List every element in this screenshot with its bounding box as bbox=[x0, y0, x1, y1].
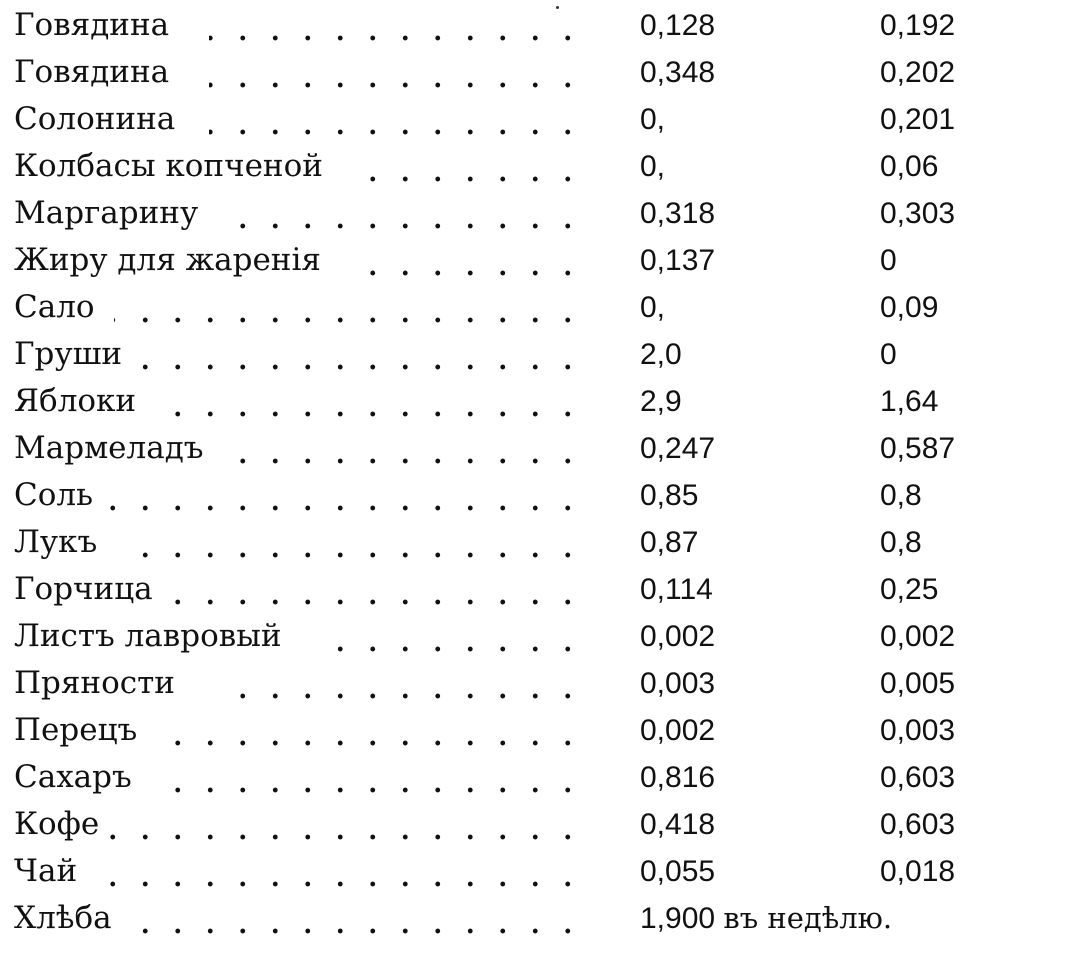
value-col-1: 0,418 bbox=[640, 808, 716, 841]
table-row bbox=[14, 754, 1084, 801]
value-col-2: 0,018 bbox=[880, 855, 956, 888]
item-name: Яблоки bbox=[14, 383, 137, 419]
table-row bbox=[14, 331, 1084, 378]
value-col-1: 0,128 bbox=[640, 9, 716, 42]
dot-leader bbox=[314, 613, 584, 660]
value-col-2: 0,192 bbox=[880, 9, 956, 42]
item-name: Листъ лавровый bbox=[14, 618, 282, 654]
item-name: Хлѣба bbox=[14, 900, 112, 936]
table-row bbox=[14, 143, 1084, 190]
item-name: Говядина bbox=[14, 54, 170, 90]
value-col-2: 0,202 bbox=[880, 56, 956, 89]
value-col-2: 1,64 bbox=[880, 385, 939, 418]
value-col-2: 0,06 bbox=[880, 150, 939, 183]
value-col-2: 0,587 bbox=[880, 432, 956, 465]
dot-leader bbox=[174, 566, 584, 613]
value-col-1: 0,055 bbox=[640, 855, 716, 888]
dot-leader bbox=[209, 49, 584, 96]
dot-leader bbox=[139, 895, 584, 942]
value-col-1: 0, bbox=[640, 103, 666, 136]
table-row bbox=[14, 284, 1084, 331]
value-col-1: 0,002 bbox=[640, 714, 716, 747]
dot-leader bbox=[149, 707, 584, 754]
value-col-1: 0, bbox=[640, 291, 666, 324]
table-row bbox=[14, 96, 1084, 143]
item-name: Кофе bbox=[14, 806, 100, 842]
item-name: Лукъ bbox=[14, 524, 98, 560]
item-name: Говядина bbox=[14, 7, 170, 43]
table-row bbox=[14, 801, 1084, 848]
table-row bbox=[14, 566, 1084, 613]
value-col-1: 0,87 bbox=[640, 526, 699, 559]
value-col-2: 0,8 bbox=[880, 526, 922, 559]
value-col-1: 0,003 bbox=[640, 667, 716, 700]
value-col-2: 0,25 bbox=[880, 573, 939, 606]
item-name: Горчица bbox=[14, 571, 153, 607]
table-row bbox=[14, 848, 1084, 895]
item-name: Перецъ bbox=[14, 712, 138, 748]
value-col-1: 0,002 bbox=[640, 620, 716, 653]
value-col-1: 0,137 bbox=[640, 244, 716, 277]
table-row bbox=[14, 660, 1084, 707]
value-col-2: 0,603 bbox=[880, 808, 956, 841]
value-col-1: 2,9 bbox=[640, 385, 682, 418]
table-row bbox=[14, 472, 1084, 519]
dot-leader bbox=[134, 331, 584, 378]
value-col-2: 0,603 bbox=[880, 761, 956, 794]
value-col-1: 0,247 bbox=[640, 432, 716, 465]
item-name: Пряности bbox=[14, 665, 175, 701]
table-row bbox=[14, 2, 1084, 49]
value-col-1: 2,0 bbox=[640, 338, 682, 371]
value-col-2: 0 bbox=[880, 338, 897, 371]
dot-leader bbox=[109, 801, 584, 848]
table-row bbox=[14, 613, 1084, 660]
item-name: Жиру для жаренія bbox=[14, 242, 321, 278]
value-col-2: 0 bbox=[880, 244, 897, 277]
item-name: Соль bbox=[14, 477, 93, 513]
item-name: Солонина bbox=[14, 101, 176, 137]
table-row bbox=[14, 707, 1084, 754]
dot-leader bbox=[104, 848, 584, 895]
value-col-2: 0,201 bbox=[880, 103, 956, 136]
value-col-2: 0,303 bbox=[880, 197, 956, 230]
dot-leader bbox=[134, 519, 584, 566]
dot-leader bbox=[229, 190, 584, 237]
dot-leader bbox=[209, 2, 584, 49]
bread-value bbox=[640, 895, 892, 942]
dot-leader bbox=[164, 754, 584, 801]
item-name: Сахаръ bbox=[14, 759, 132, 795]
dot-leader bbox=[174, 378, 584, 425]
value-col-1: 0, bbox=[640, 150, 666, 183]
value-col-1: 0,816 bbox=[640, 761, 716, 794]
bread-amount: 1,900 bbox=[640, 902, 716, 935]
value-col-2: 0,003 bbox=[880, 714, 956, 747]
value-col-1: 0,114 bbox=[640, 573, 713, 606]
table-row bbox=[14, 49, 1084, 96]
dot-leader bbox=[114, 284, 584, 331]
value-col-1: 0,348 bbox=[640, 56, 716, 89]
ration-table bbox=[14, 2, 1084, 942]
value-col-2: 0,8 bbox=[880, 479, 922, 512]
item-name: Груши bbox=[14, 336, 123, 372]
item-name: Колбасы копченой bbox=[14, 148, 323, 184]
table-row bbox=[14, 425, 1084, 472]
dot-leader bbox=[369, 237, 584, 284]
dot-leader bbox=[219, 425, 584, 472]
bread-note: въ недѣлю. bbox=[723, 901, 893, 935]
item-name: Чай bbox=[14, 853, 78, 889]
table-row-bread bbox=[14, 895, 1084, 942]
dot-leader bbox=[369, 143, 584, 190]
table-row bbox=[14, 378, 1084, 425]
item-name: Мармеладъ bbox=[14, 430, 204, 466]
value-col-2: 0,09 bbox=[880, 291, 939, 324]
item-name: Маргарину bbox=[14, 195, 199, 231]
table-row bbox=[14, 190, 1084, 237]
value-col-1: 0,85 bbox=[640, 479, 699, 512]
table-row bbox=[14, 519, 1084, 566]
value-col-2: 0,002 bbox=[880, 620, 956, 653]
table-row bbox=[14, 237, 1084, 284]
value-col-2: 0,005 bbox=[880, 667, 956, 700]
item-name: Сало bbox=[14, 289, 95, 325]
dot-leader bbox=[209, 96, 584, 143]
dot-leader bbox=[219, 660, 584, 707]
value-col-1: 0,318 bbox=[640, 197, 716, 230]
dot-leader bbox=[109, 472, 584, 519]
